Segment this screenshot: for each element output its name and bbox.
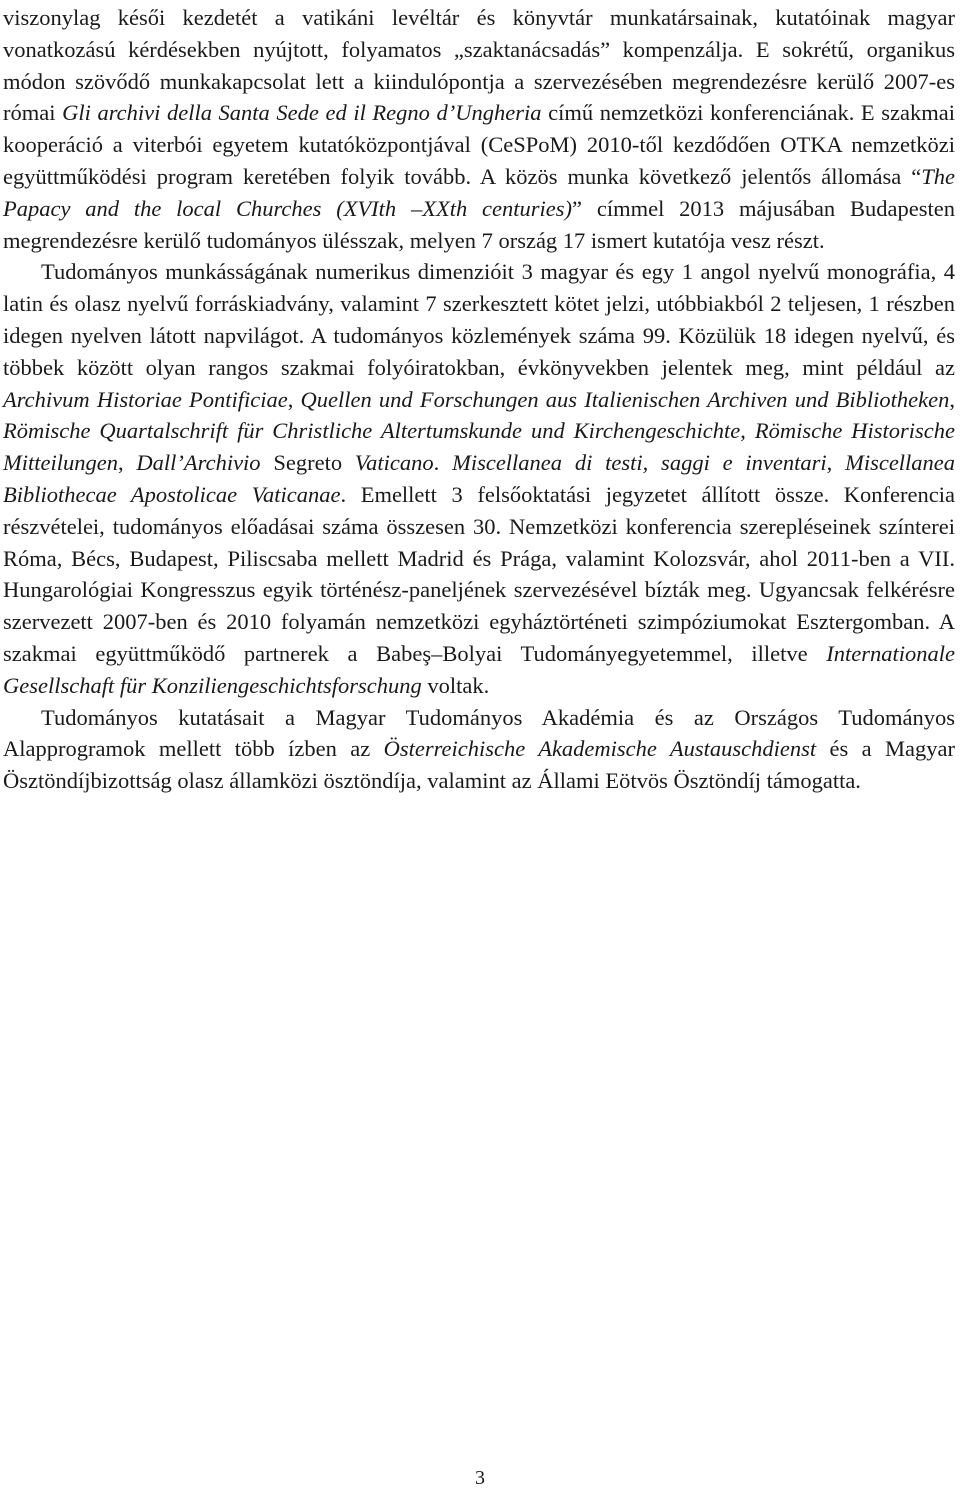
text-segment: viszonylag késői kezdetét a vatikáni levéltár és könyvtár munkatársainak, kutatóinak magyar vonatkozású kérdésekben nyújtott, folyamatos „szaktanácsadás” kompenzálja. E sokrétű, organikus módon szövődő munkakapcsolat lett a kiindulópontja a szervezésében megrendezésre kerülő 2007-es római (3, 5, 955, 126)
text-segment: . Emellett 3 felsőoktatási jegyzetet állított össze. Konferencia részvételei, tudományos előadásai száma összesen 30. Nemzetközi konferencia szerepléseinek színterei Róma, Bécs, Budapest, Piliscsaba mellett Madrid és Prága, valamint Kolozsvár, ahol 2011-ben a VII. Hungarológiai Kongresszus egyik történész-paneljének szervezésével bízták meg. Ugyancsak felkérésre szervezett 2007-ben és 2010 folyamán nemzetközi egyháztörténeti szimpóziumokat Esztergomban. A szakmai együttműködő partnerek a Babeş–Bolyai Tudományegyetemmel, illetve (3, 481, 955, 666)
italic-title: The Papacy and the local Churches (XVIth –XXth centuries) (3, 163, 955, 221)
text-segment: . (433, 450, 453, 476)
italic-title: Römische Quartalschrift für Christliche Altertumskunde und Kirchengeschichte (3, 418, 741, 444)
text-segment: című nemzetközi konferenciának. E szakmai kooperáció a viterbói egyetem kutatóközpontjával (CeSPoM) 2010-től kezdődően OTKA nemzetközi együttműködési program keretében folyik tovább. A közös munka következő jelentős állomása “ (3, 100, 955, 189)
italic-title: Miscellanea Bibliothecae Apostolicae Vaticanae (3, 450, 956, 507)
text-segment: , (949, 386, 955, 412)
paragraph-3 (3, 702, 955, 797)
text-segment: voltak. (421, 672, 490, 698)
body-text (3, 2, 955, 797)
italic-title: Gli archivi della Santa Sede ed il Regno d’Ungheria (62, 100, 542, 126)
text-segment: Segreto (260, 450, 355, 476)
paragraph-1 (3, 2, 955, 256)
text-segment: , (740, 418, 755, 444)
text-segment: , (826, 450, 846, 476)
text-segment: Tudományos kutatásait a Magyar Tudományos Akadémia és az Országos Tudományos Alapprogramok mellett több ízben az (3, 704, 955, 762)
text-segment: , (117, 450, 137, 476)
italic-title: Römische Historische Mitteilungen (3, 418, 955, 476)
italic-title: Miscellanea di testi, saggi e inventari (452, 450, 827, 476)
italic-title: Dall’Archivio (136, 450, 261, 476)
italic-title: Österreichische Akademische Austauschdienst (383, 736, 817, 762)
text-segment: ” címmel 2013 májusában Budapesten megrendezésre kerülő tudományos ülésszak, melyen 7 ország 17 ismert kutatója vesz részt. (3, 195, 955, 253)
italic-title: Archivum Historiae Pontificiae (3, 386, 288, 412)
paragraph-2 (3, 256, 955, 701)
text-segment: és a Magyar Ösztöndíjbizottság olasz államközi ösztöndíja, valamint az Állami Eötvös Ösztöndíj támogatta. (3, 736, 955, 794)
text-segment: Tudományos munkásságának numerikus dimenzióit 3 magyar és egy 1 angol nyelvű monográfia, 4 latin és olasz nyelvű forráskiadvány, valamint 7 szerkesztett kötet jelzi, utóbbiakból 2 teljesen, 1 részben idegen nyelven látott napvilágot. A tudományos közlemények száma 99. Közülük 18 idegen nyelvű, és többek között olyan rangos szakmai folyóiratokban, évkönyvekben jelentek meg, mint például az (3, 259, 955, 380)
text-segment: , (287, 386, 301, 412)
italic-title: Quellen und Forschungen aus Italienischen Archiven und Bibliotheken (300, 386, 950, 412)
italic-title: Internationale Gesellschaft für Konziliengeschichtsforschung (3, 640, 955, 698)
italic-title: Vaticano (354, 450, 434, 476)
page-number: 3 (475, 1467, 485, 1489)
